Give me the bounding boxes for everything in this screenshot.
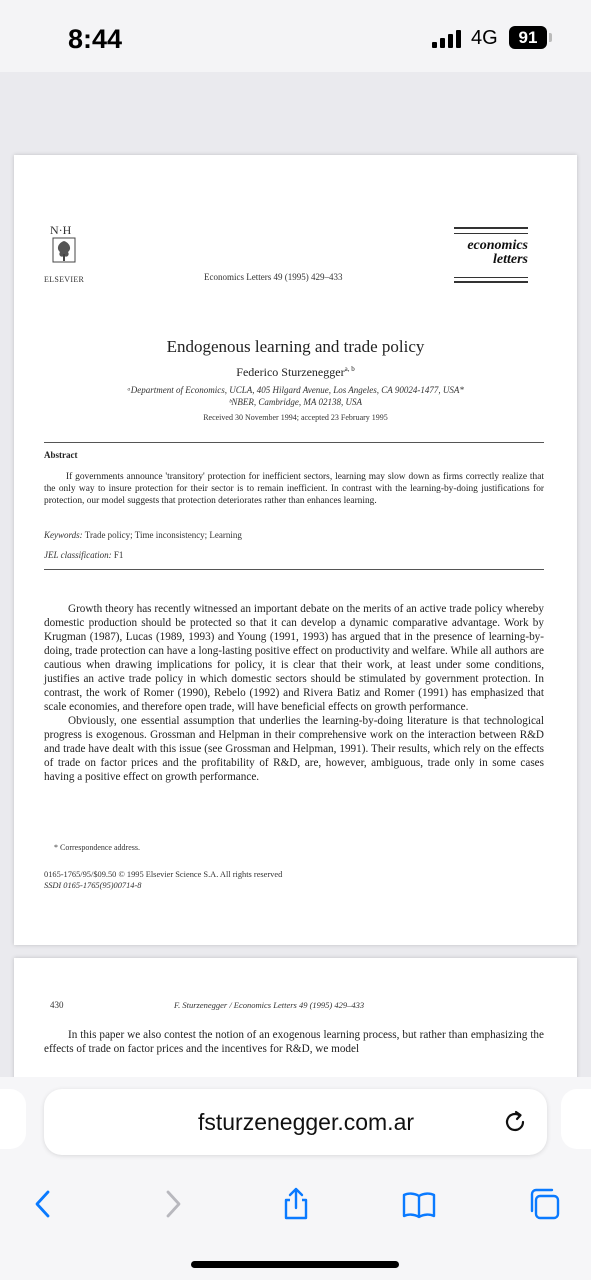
logo-text: N·H [50,223,72,237]
url-text[interactable]: fsturzenegger.com.ar [197,1109,415,1135]
page2-body [44,1028,544,1056]
jel-label: JEL classification: [44,550,112,560]
status-bar [0,0,591,72]
next-tab-peek[interactable] [561,1089,591,1149]
browser-toolbar [0,1077,591,1280]
keywords-label: Keywords: [44,530,83,540]
share-icon[interactable] [279,1187,313,1221]
battery-tip [549,33,552,42]
rule-above-abstract [44,442,544,443]
received-dates: Received 30 November 1994; accepted 23 February 1995 [203,413,388,422]
battery-icon: 91 [509,26,547,49]
footnote: * Correspondence address. [54,843,140,852]
paper-title: Endogenous learning and trade policy [166,337,425,356]
back-icon[interactable] [27,1187,61,1221]
author-superscript: a, b [344,365,355,373]
copyright-block [44,869,282,891]
brand-line-1: economics [467,238,528,253]
affiliation-b: ᵇNBER, Cambridge, MA 02138, USA [229,397,362,407]
pdf-page-2 [14,958,577,1077]
jel-value: F1 [113,550,124,560]
signal-icon [432,30,461,48]
page-number: 430 [50,1000,64,1010]
abstract-text: If governments announce 'transitory' protection for inefficient sectors, learning may slow down as firms correctly realize that the only way to insure protection for their sector is to remain inefficient. In contrast with the learning-by-doing justifications for protection, our model suggests that protection deteriorates rather than enhances learning. [44,472,544,506]
brand-rule-bottom [454,281,528,283]
brand-line-2: letters [493,252,528,267]
publisher-logo [50,223,82,271]
jel-classification [44,550,123,560]
paper-author [14,365,577,380]
rule-below-abstract [44,569,544,570]
address-bar[interactable] [44,1089,547,1155]
network-type: 4G [471,27,498,49]
body-text [44,602,544,784]
status-time: 8:44 [68,24,123,54]
page2-paragraph: In this paper we also contest the notion of an exogenous learning process, but rather than emphasizing the effects of trade on factor prices and the incentives for R&D, we model [44,1029,544,1055]
bookmarks-icon[interactable] [402,1187,436,1221]
pdf-viewport[interactable] [0,72,591,1077]
keywords [44,530,242,540]
running-header: F. Sturzenegger / Economics Letters 49 (1995) 429–433 [174,1000,365,1010]
tabs-icon[interactable] [527,1187,561,1221]
journal-brand [454,239,528,267]
brand-rule-bottom-thin [454,277,528,278]
copyright-line-1: 0165-1765/95/$09.50 © 1995 Elsevier Science S.A. All rights reserved [44,870,283,879]
forward-icon[interactable] [155,1187,189,1221]
copyright-line-2: SSDI 0165-1765(95)00714-8 [44,881,142,890]
abstract-heading: Abstract [44,450,78,460]
keywords-value: Trade policy; Time inconsistency; Learning [84,530,242,540]
affiliation-a: ᵃDepartment of Economics, UCLA, 405 Hilgard Avenue, Los Angeles, CA 90024-1477, USA* [127,385,464,395]
pdf-page-1 [14,155,577,945]
journal-reference: Economics Letters 49 (1995) 429–433 [204,272,343,282]
author-name: Federico Sturzenegger [236,365,345,379]
previous-tab-peek[interactable] [0,1089,26,1149]
body-paragraph-2: Obviously, one essential assumption that underlies the learning-by-doing literature is that technological progress is exogenous. Grossman and Helpman in their comprehensive work on the interaction between R&D and trade have dealt with this issue (see Grossman and Helpman, 1991). Their results, which rely on the effects of trade on factor prices and the profitability of R&D, are, however, ambiguous, trade only in some cases having a positive effect on growth performance. [44,715,544,783]
brand-rule-top-thin [454,233,528,234]
elsevier-tree-icon [52,237,76,263]
brand-rule-top [454,227,528,229]
home-indicator[interactable] [191,1261,399,1268]
body-paragraph-1: Growth theory has recently witnessed an important debate on the merits of an active trade policy whereby domestic production should be protected so that it can develop a dynamic comparative advantage. Work by Krugman (1987), Lucas (1989, 1993) and Young (1991, 1993) has argued that in the presence of learning-by-doing, trade protection can have a long-lasting positive effect on productivity and welfare. While all authors are cautious when drawing implications for policy, it is clear that their work, at least under some conditions, justifies an active trade policy in which domestic sectors should be stimulated by government protection. In contrast, the work of Romer (1990), Rebelo (1992) and Rivera Batiz and Romer (1991) has emphasized that scale economies, and therefore open trade, will have beneficial effects on growth performance. [44,603,544,713]
reload-icon[interactable] [502,1109,528,1135]
publisher-name: ELSEVIER [44,275,85,284]
